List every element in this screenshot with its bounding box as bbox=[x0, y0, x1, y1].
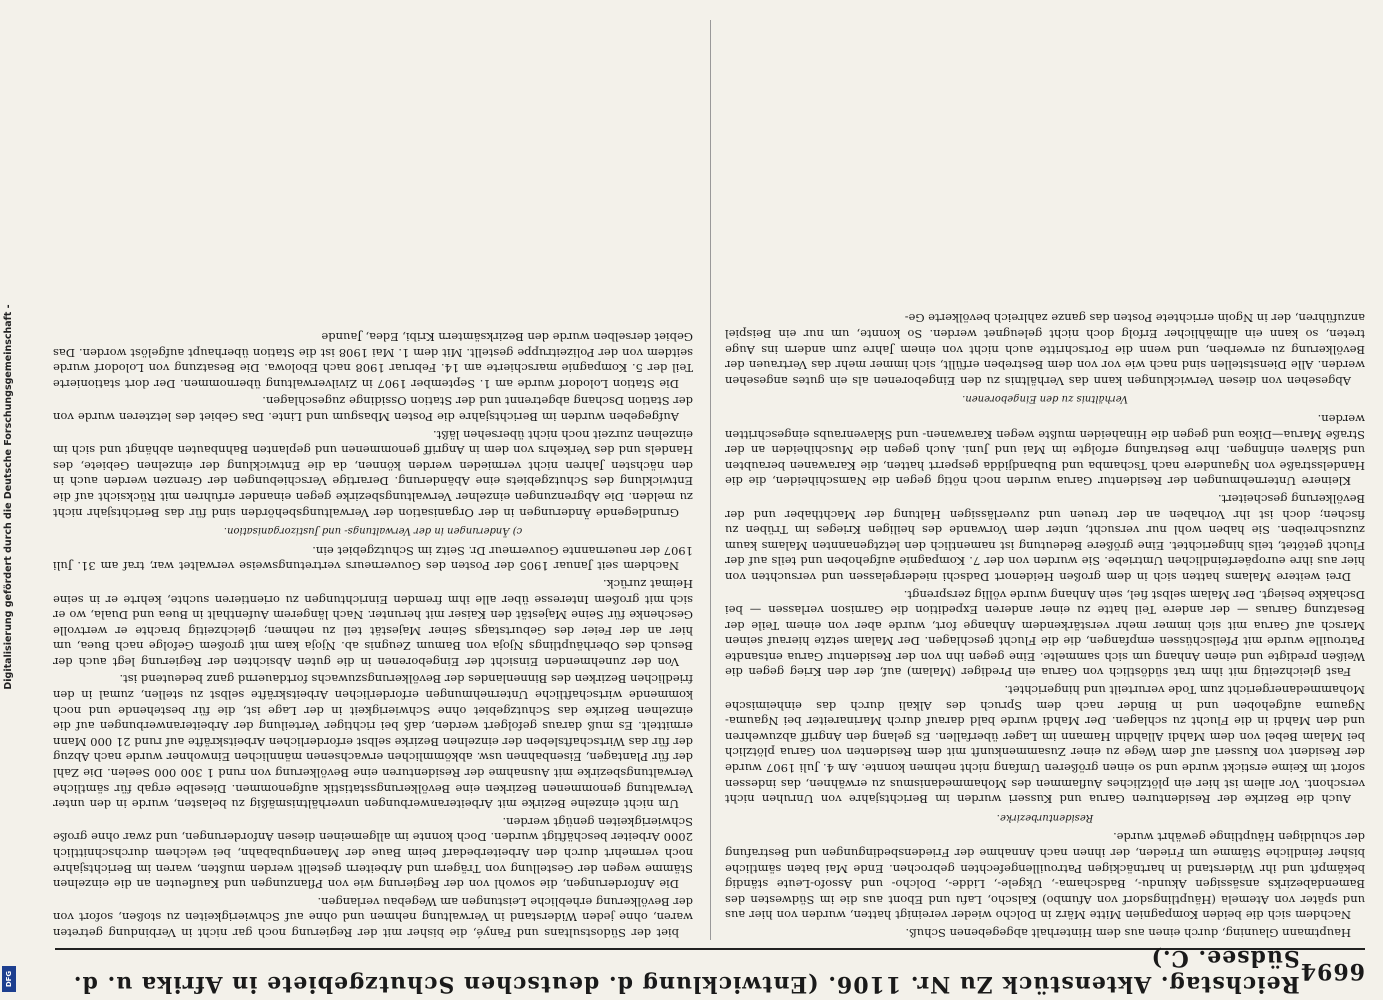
paragraph: Um nicht einzelne Bezirke mit Arbeiteranwerbungen unverhältnismäßig zu belasten, wurde in den unter Verwaltung genommenen Bezirken eine Bevölkerungsstatistik aufgenommen. Dieselbe ergab für sämtliche Verwaltungsbezirke mit Ausnahme der Residenturen eine Bevölkerung von rund 1 300 000 Seelen. Die Zahl der für Plantagen, Eisenbahnen usw. abkömmlichen erwachsenen männlichen Einwohner wurde nach Abzug der für das Wirtschaftsleben der einzelnen Bezirke selbst erforderlichen Arbeitskräfte auf rund 21 000 Mann ermittelt. Es muß daraus gefolgert werden, daß bei richtiger Verteilung der Arbeiteranwerbungen auf die einzelnen Bezirke das Schutzgebiet ohne Schwierigkeit in der Lage ist, die für bestehende und noch kommende wirtschaftliche Unternehmungen erforderlichen Arbeitskräfte selbst zu stellen, zumal in den friedlichen Bezirken des Binnenlandes der Bevölkerungszuwachs fortdauernd ganz bedeutend ist. bbox=[53, 672, 693, 812]
digitization-sidebar bbox=[0, 0, 18, 1000]
page-header bbox=[55, 945, 1365, 997]
paragraph: biet der Südostsultans und Fanyé, die bisher mit der Regierung noch gar nicht in Verbindung getreten waren, ohne jeden Widerstand in Verwaltung nehmen und ohne auf Schwierigkeiten zu stoßen, sofort von der Bevölkerung erhebliche Leistungen am Wegebau verlangen. bbox=[53, 894, 693, 940]
paragraph: Abgesehen von diesen Verwicklungen kann das Verhältnis zu den Eingeborenen als ein gutes angesehen werden. Alle Dienststellen sind nach wie vor von dem Bestreben erfüllt, sich immer mehr das Vertrauen der Bevölkerung zu erwerben, und wenn die Fortschritte auch nicht von einem Jahre zum andern ins Auge treten, so kann ein allmählicher Erfolg doch nicht geleugnet werden. So konnte, um nur ein Beispiel anzuführen, der in Ngoin errichtete Posten das ganze zahlreich bevölkerte Ge- bbox=[725, 311, 1365, 388]
paragraph: Aufgegeben wurden im Berichtsjahre die Posten Mbasgum und Linte. Das Gebiet des letzteren wurde von der Station Dschang abgetrennt und der Station Ossidinge zugeschlagen. bbox=[53, 394, 693, 424]
digitization-credit: Digitalisierung gefördert durch die Deutsche Forschungsgemeinschaft - bbox=[3, 304, 14, 690]
paragraph: Von der zunehmenden Einsicht der Eingeborenen in die guten Absichten der Regierung legt auch der Besuch des Oberhäuptlings Njoja von Bamum Zeugnis ab. Njoja kam mit großem Gefolge nach Buea, um hier an der Feier des Geburtstags Seiner Majestät teil zu nehmen; gleichzeitig brachte er wertvolle Geschenke für Seine Majestät den Kaiser mit herunter. Nach längerem Aufenthalt in Buea und Duala, wo er sich mit großem Interesse über alle ihm fremden Einrichtungen zu orientieren suchte, kehrte er in seine Heimat zurück. bbox=[53, 576, 693, 669]
paragraph: Die Anforderungen, die sowohl von der Regierung wie von Pflanzungen und Kaufleuten an die einzelnen Stämme wegen der Gestellung von Trägern und Arbeitern gestellt werden mußten, waren im Berichtsjahre noch vermehrt durch den Arbeiterbedarf beim Baue der Manengubabahn, bei welchem durchschnittlich 2000 Arbeiter beschäftigt wurden. Doch konnte im allgemeinen diesen Anforderungen, und zwar ohne große Schwierigkeiten genügt werden. bbox=[53, 814, 693, 892]
paragraph: Fast gleichzeitig mit ihm trat südöstlich von Garua ein Prediger (Malam) auf, der den Krieg gegen die Weißen predigte und einen Anhang um sich sammelte. Eine gegen ihn von der Residentur Garua entsandte Patrouille wurde mit Pfeilschüssen empfangen, die die Flucht geschlagen. Der Malam setzte hierauf seinen Marsch auf Garua mit sich immer mehr verstärkendem Anhange fort, wurde aber von einem Teile der Besatzung Garuas — der andere Teil hatte zu einer anderen Expedition die Garnison verlassen — bei Dschakke besiegt. Der Malam selbst fiel, sein Anhang wurde völlig zersprengt. bbox=[725, 587, 1365, 680]
section-subheading: c) Änderungen in der Verwaltungs- und Justizorganisation. bbox=[223, 525, 523, 537]
paragraph: Grundlegende Änderungen in der Organisation der Verwaltungsbehörden sind für das Berichtsjahr nicht zu melden. Die Abgrenzungen einzelner Verwaltungsbezirke gegen einander erfuhren mit Rücksicht auf die Entwicklung des Schutzgebiets eine Abänderung. Derartige Verschiebungen der Grenzen werden auch in den nächsten Jahren nicht vermieden werden können, da die Entwicklung der einzelnen Gebiete, des Handels und des Verkehrs von dem in Angriff genommenen und geplanten Bahnbauten abhängt und sich im einzelnen zurzeit noch nicht übersehen läßt. bbox=[53, 427, 693, 520]
dfg-logo-icon bbox=[2, 966, 16, 992]
paragraph: Kleinere Unternehmungen der Residentur Garua wurden noch nötig gegen die Namschiheiden, die die Handelsstraße von Ngaundere nach Tschamba und Bubandjidda gesperrt hatten, die Karawanen beraubten und Sklaven einfingen. Ihre Bestrafung erfolgte im Mai und Juni. Auch gegen die Muschiheiden an der Straße Marua—Dikoa und gegen die Hinaheiden mußte wegen Karawanen- und Sklavenraubs eingeschritten werden. bbox=[725, 412, 1365, 489]
section-subheading: Verhältnis zu den Eingeborenen. bbox=[962, 393, 1128, 405]
column-divider bbox=[710, 20, 711, 940]
paragraph: Nachdem sich die beiden Kompagnien Mitte März in Dolcho wieder vereinigt hatten, wurden von hier aus und später von Atemela (Häuptlingsdorf von Afumbo) Kalscho, Lafu und Ebont aus die im Südwesten des Bamendabezirks ansässigen Akundu-, Badschama-, Ukgele-, Lidde-, Dolcho- und Assofo-Leute ständig bekämpft und ihr Widerstand in hartnäckigen Patrouillengefechten gebrochen. Ende Mai baten sämtliche bisher feindliche Stämme um Frieden, der ihnen nach Annahme der Friedensbedingungen und Bestrafung der schuldigen Häuptlinge gewährt wurde. bbox=[725, 830, 1365, 923]
right-column bbox=[53, 20, 693, 940]
paragraph: Auch die Bezirke der Residenturen Garua und Kusseri wurden im Berichtsjahre von Unruhen nicht verschont. Vor allem ist hier ein plötzliches Auflammen des Mohammedanismus zu erwähnen, das indessen sofort im Keime erstickt wurde und so einen größeren Umfang nicht nehmen konnte. Am 4. Juli 1907 wurde der Resident von Kusseri auf dem Wege zu einer Zusammenkunft mit dem Residenten von Garua plötzlich bei Malam Bebel von dem Mahdi Allahdin Hamann im Lager überfallen. Es gelang den Angriff abzuwehren und den Mahdi in die Flucht zu schlagen. Der Mahdi wurde bald darauf durch Marinareiter bei Ngauma-Ngauma aufgehoben und in Binder nach dem Spruch des Alkali durch das einheimische Mohammedanergericht zum Tode verurteilt und hingerichtet. bbox=[725, 683, 1365, 807]
paragraph: Hauptmann Glauning, durch einen aus dem Hinterhalt abgegebenen Schuß. bbox=[905, 926, 1351, 940]
paragraph: Die Station Lolodorf wurde am 1. September 1907 in Zivilverwaltung übernommen. Der dort stationierte Teil der 5. Kompagnie marschierte am 14. Februar 1908 nach Ebolowa. Die Besatzung von Lolodorf wurde seitdem von der Polizeitruppe gestellt. Mit dem 1. Mai 1908 ist die Station überhaupt aufgelöst worden. Das Gebiet derselben wurde den Bezirksämtern Kribi, Edea, Jaunde bbox=[53, 330, 693, 391]
paragraph: Drei weitere Malams hatten sich in dem großen Heidenort Dadschi niedergelassen und versuchten von hier aus ihre europäerfeindlichen Umtriebe. Sie wurden von der 7. Kompagnie aufgehoben und teils auf der Flucht getötet, teils hingerichtet. Eine größere Bedeutung ist namentlich den letztgenannten Malams kaum zuzuschreiben. Sie haben wohl nur versucht, unter dem Vorwande des heiligen Krieges im Trüben zu fischen; doch ist ihr Vorhaben an der treuen und zuverlässigen Haltung der Machthaber und der Bevölkerung gescheitert. bbox=[725, 491, 1365, 584]
left-column bbox=[725, 20, 1365, 940]
section-subheading: Residenturbezirke. bbox=[996, 811, 1094, 823]
dfg-logo-text: DFG bbox=[5, 970, 13, 988]
page-title: Reichstag. Aktenstück Zu Nr. 1106. (Entwicklung d. deutschen Schutzgebiete in Afrika u. d. Südsee. C.) bbox=[72, 945, 1300, 997]
page-number: 6694 bbox=[1299, 958, 1365, 984]
paragraph: Nachdem seit Januar 1905 der Posten des Gouverneurs vertretungsweise verwaltet war, traf am 31. Juli 1907 der neuernannte Gouverneur Dr. Seitz im Schutzgebiet ein. bbox=[53, 543, 693, 574]
